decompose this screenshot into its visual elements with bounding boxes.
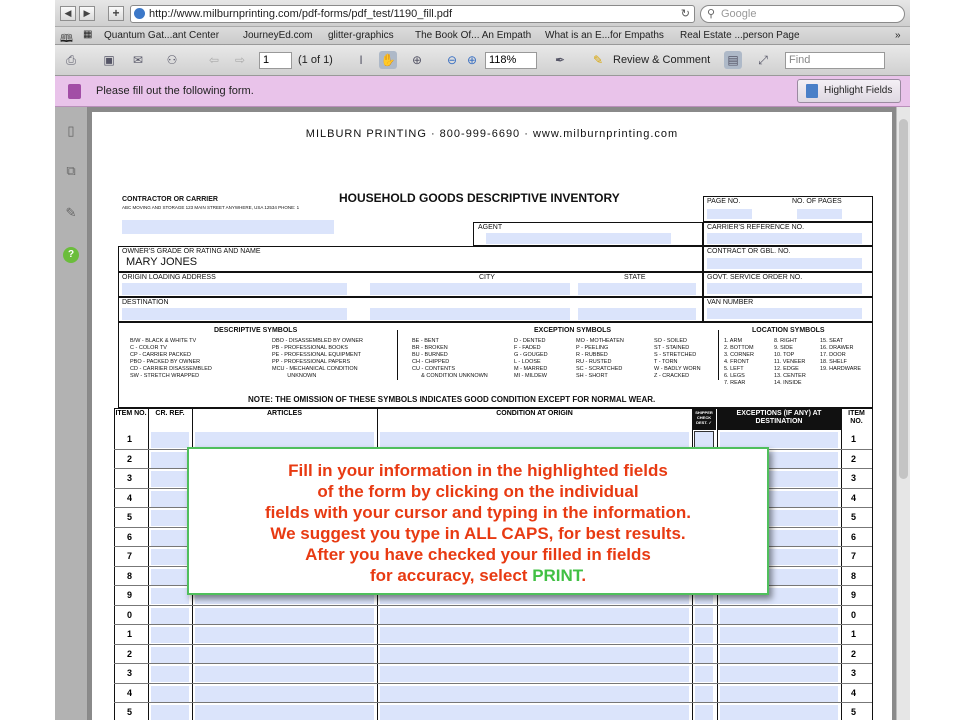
print-keyword: PRINT bbox=[532, 566, 582, 585]
zoom-level-select[interactable] bbox=[485, 52, 537, 69]
forward-arrow-icon[interactable]: ▶ bbox=[79, 6, 95, 21]
article-field[interactable] bbox=[195, 627, 374, 643]
contract-field[interactable] bbox=[707, 258, 862, 269]
descriptive-symbols-col1: B/W - BLACK & WHITE TV C - COLOR TV CP - CARRIER PACKED PBO - PACKED BY OWNER CD - CARRIER DISASSEMBLED SW - STRETCH WRAPPED bbox=[130, 338, 212, 379]
article-field[interactable] bbox=[195, 647, 374, 663]
origin-field[interactable] bbox=[122, 283, 347, 295]
owner-name-field[interactable]: MARY JONES bbox=[126, 256, 198, 268]
exception-symbols-title: EXCEPTION SYMBOLS bbox=[534, 327, 612, 334]
contractor-field[interactable] bbox=[122, 220, 334, 234]
row-item-number-right: 4 bbox=[851, 687, 857, 698]
form-icon bbox=[68, 84, 81, 99]
row-item-number: 1 bbox=[127, 629, 133, 639]
instruction-line-6-prefix: for accuracy, select bbox=[369, 566, 533, 585]
destination-field[interactable] bbox=[122, 308, 347, 320]
row-item-number: 7 bbox=[127, 551, 133, 561]
symbols-divider-2 bbox=[718, 330, 719, 380]
cr-ref-field[interactable] bbox=[151, 686, 189, 702]
cr-ref-field[interactable] bbox=[151, 705, 189, 720]
col-articles: ARTICLES bbox=[267, 410, 302, 417]
shipper-check-field[interactable] bbox=[695, 627, 713, 643]
cr-ref-field[interactable] bbox=[151, 530, 189, 546]
page-number-input[interactable]: 1 bbox=[259, 52, 292, 69]
van-number-label: VAN NUMBER bbox=[707, 299, 754, 306]
carrier-ref-field[interactable] bbox=[707, 233, 862, 244]
row-item-number: 5 bbox=[127, 512, 133, 522]
url-text: http://www.milburnprinting.com/pdf-forms/pdf_test/1190_fill.pdf bbox=[149, 8, 453, 20]
col-shipper-check: SHIPPER CHECK DEST. ✓ bbox=[692, 408, 716, 430]
browser-navbar bbox=[55, 0, 910, 27]
table-row bbox=[114, 703, 872, 720]
grid-icon[interactable]: ▦ bbox=[83, 29, 93, 40]
location-symbols-col3: 15. SEAT 16. DRAWER 17. DOOR 18. SHELF 19. HARDWARE bbox=[820, 338, 862, 372]
navigation-panel bbox=[55, 107, 88, 720]
bookmark-real-estate[interactable]: Real Estate ...person Page bbox=[680, 30, 800, 41]
condition-field[interactable] bbox=[380, 627, 689, 643]
exceptions-field[interactable] bbox=[720, 608, 838, 624]
exception-symbols-col1: BE - BENT BR - BROKEN BU - BURNED CH - CHIPPED CU - CONTENTS & CONDITION UNKNOWN bbox=[412, 338, 488, 379]
article-field[interactable] bbox=[195, 432, 374, 448]
reload-icon[interactable]: ↻ bbox=[680, 8, 690, 20]
no-of-pages-label: NO. OF PAGES bbox=[792, 198, 842, 205]
previous-page-icon[interactable]: ⇦ bbox=[208, 53, 220, 67]
symbols-divider-1 bbox=[397, 330, 398, 380]
highlight-fields-label: Highlight Fields bbox=[824, 85, 893, 96]
row-item-number: 6 bbox=[127, 531, 133, 542]
exceptions-field[interactable] bbox=[720, 647, 838, 663]
no-of-pages-field[interactable] bbox=[797, 209, 842, 219]
save-icon[interactable]: ▣ bbox=[103, 53, 115, 67]
instruction-line-5: After you have checked your filled in fields bbox=[305, 545, 651, 564]
article-field[interactable] bbox=[195, 608, 374, 624]
table-column-line bbox=[872, 408, 873, 720]
carrier-ref-label: CARRIER'S REFERENCE NO. bbox=[707, 224, 805, 231]
descriptive-symbols-col2: DBO - DISASSEMBLED BY OWNER PB - PROFESSIONAL BOOKS PE - PROFESSIONAL EQUIPMENT PP - PROFESSIONAL PAPERS MCU - MECHANICAL CONDITION UNKNOWN bbox=[272, 338, 363, 379]
cr-ref-field[interactable] bbox=[151, 432, 189, 448]
comment-icon[interactable]: ✎ bbox=[592, 53, 604, 67]
row-item-number: 9 bbox=[127, 590, 133, 600]
row-item-number-right: 6 bbox=[851, 531, 857, 542]
new-tab-plus-icon[interactable]: + bbox=[108, 6, 124, 21]
cr-ref-field[interactable] bbox=[151, 510, 189, 526]
row-item-number: 3 bbox=[127, 668, 133, 678]
book-icon[interactable]: 🕮 bbox=[60, 33, 73, 45]
full-screen-icon[interactable]: ⤢ bbox=[758, 53, 768, 67]
row-item-number-right: 8 bbox=[851, 570, 857, 581]
row-item-number: 4 bbox=[127, 492, 133, 503]
agent-label: AGENT bbox=[478, 224, 503, 231]
exceptions-field[interactable] bbox=[720, 705, 838, 720]
exceptions-field[interactable] bbox=[720, 686, 838, 702]
bookmark-what-empath[interactable]: What is an E...for Empaths bbox=[545, 30, 664, 41]
pdf-page bbox=[92, 112, 892, 720]
exceptions-field[interactable] bbox=[720, 432, 838, 448]
cr-ref-field[interactable] bbox=[151, 588, 189, 604]
condition-field[interactable] bbox=[380, 705, 689, 720]
row-item-number: 2 bbox=[127, 648, 133, 659]
condition-field[interactable] bbox=[380, 608, 689, 624]
row-item-number-right: 5 bbox=[851, 512, 857, 522]
cr-ref-field[interactable] bbox=[151, 569, 189, 585]
instructions-overlay bbox=[187, 447, 769, 595]
row-item-number: 3 bbox=[127, 473, 133, 483]
text-select-icon[interactable]: I bbox=[359, 53, 363, 67]
search-placeholder: Google bbox=[721, 8, 757, 20]
instruction-line-6-suffix: . bbox=[581, 566, 587, 585]
find-input[interactable]: Find bbox=[785, 52, 885, 69]
marquee-zoom-icon[interactable]: ⊕ bbox=[411, 53, 423, 67]
agent-field[interactable] bbox=[486, 233, 671, 244]
zoom-out-icon[interactable]: ⊖ bbox=[446, 53, 458, 67]
destination-state-field[interactable] bbox=[578, 308, 696, 320]
row-item-number: 8 bbox=[127, 570, 133, 581]
globe-icon bbox=[134, 8, 145, 19]
article-field[interactable] bbox=[195, 705, 374, 720]
row-item-number-right: 1 bbox=[851, 629, 857, 639]
state-field[interactable] bbox=[578, 283, 696, 295]
govt-order-field[interactable] bbox=[707, 283, 862, 294]
form-title: HOUSEHOLD GOODS DESCRIPTIVE INVENTORY bbox=[339, 191, 620, 205]
next-page-icon[interactable]: ⇨ bbox=[234, 53, 246, 67]
zoom-in-icon[interactable]: ⊕ bbox=[466, 53, 478, 67]
help-icon[interactable]: ? bbox=[63, 247, 79, 263]
row-item-number-right: 9 bbox=[851, 590, 857, 600]
destination-label: DESTINATION bbox=[122, 299, 169, 306]
sign-pen-icon[interactable]: ✒ bbox=[554, 53, 566, 67]
row-item-number: 0 bbox=[127, 609, 133, 620]
row-item-number-right: 0 bbox=[851, 609, 857, 620]
govt-order-label: GOVT. SERVICE ORDER NO. bbox=[707, 274, 803, 281]
state-label: STATE bbox=[624, 274, 646, 281]
condition-field[interactable] bbox=[380, 686, 689, 702]
review-comment-button[interactable]: Review & Comment bbox=[613, 54, 711, 66]
row-item-number-right: 2 bbox=[851, 648, 857, 659]
table-top-line bbox=[114, 408, 872, 409]
bookmark-book-empath[interactable]: The Book Of... An Empath bbox=[415, 30, 532, 41]
page-no-field[interactable] bbox=[707, 209, 752, 219]
location-symbols-col1: 1. ARM 2. BOTTOM 3. CORNER 4. FRONT 5. LEFT 6. LEGS 7. REAR bbox=[724, 338, 754, 386]
col-item-no-right: ITEM NO. bbox=[848, 410, 865, 425]
article-field[interactable] bbox=[195, 686, 374, 702]
page-no-label: PAGE NO. bbox=[707, 198, 741, 205]
row-item-number: 4 bbox=[127, 687, 133, 698]
cr-ref-field[interactable] bbox=[151, 666, 189, 682]
row-item-number-right: 2 bbox=[851, 453, 857, 464]
search-field[interactable] bbox=[700, 5, 905, 23]
pdf-toolbar bbox=[55, 45, 910, 76]
scrollbar-thumb[interactable] bbox=[899, 119, 908, 479]
cr-ref-field[interactable] bbox=[151, 647, 189, 663]
condition-field[interactable] bbox=[380, 432, 689, 448]
row-item-number-right: 5 bbox=[851, 707, 857, 717]
bookmark-glitter[interactable]: glitter-graphics bbox=[328, 30, 394, 41]
omission-note: NOTE: THE OMISSION OF THESE SYMBOLS INDICATES GOOD CONDITION EXCEPT FOR NORMAL WEAR. bbox=[248, 395, 656, 404]
row-item-number-right: 1 bbox=[851, 434, 857, 444]
instruction-line-4: We suggest you type in ALL CAPS, for best results. bbox=[270, 524, 686, 543]
highlight-icon bbox=[806, 84, 818, 98]
condition-field[interactable] bbox=[380, 647, 689, 663]
back-arrow-icon[interactable]: ◀ bbox=[60, 6, 76, 21]
exceptions-field[interactable] bbox=[720, 627, 838, 643]
table-row bbox=[114, 684, 872, 704]
bookmark-quantum[interactable]: Quantum Gat...ant Center bbox=[104, 30, 220, 41]
row-item-number-right: 3 bbox=[851, 668, 857, 678]
pages-icon[interactable]: ▯ bbox=[67, 123, 75, 138]
row-item-number-right: 3 bbox=[851, 473, 857, 483]
owner-label: OWNER'S GRADE OR RATING AND NAME bbox=[122, 248, 261, 255]
hand-tool-icon[interactable]: ✋ bbox=[380, 53, 396, 67]
destination-city-field[interactable] bbox=[370, 308, 570, 320]
company-header: MILBURN PRINTING · 800-999-6690 · www.milburnprinting.com bbox=[305, 128, 679, 140]
contractor-label: CONTRACTOR OR CARRIER bbox=[122, 196, 218, 203]
row-item-number: 5 bbox=[127, 707, 133, 717]
bookmark-journeyed[interactable]: JourneyEd.com bbox=[243, 30, 313, 41]
fit-page-icon[interactable]: ▤ bbox=[724, 51, 742, 69]
bookmarks-bar bbox=[55, 27, 910, 45]
exception-symbols-col2: D - DENTED F - FADED G - GOUGED L - LOOSE M - MARRED MI - MILDEW bbox=[514, 338, 548, 379]
col-item-no: ITEM NO. bbox=[115, 410, 147, 417]
cr-ref-field[interactable] bbox=[151, 549, 189, 565]
col-condition-origin: CONDITION AT ORIGIN bbox=[496, 410, 573, 417]
exception-symbols-col4: SO - SOILED ST - STAINED S - STRETCHED T - TORN W - BADLY WORN Z - CRACKED bbox=[654, 338, 701, 379]
search-icon: ⚲ bbox=[707, 8, 716, 20]
attachments-icon[interactable]: ⧉ bbox=[66, 163, 76, 178]
table-row bbox=[114, 606, 872, 626]
form-banner-message: Please fill out the following form. bbox=[96, 85, 254, 97]
shipper-check-field[interactable] bbox=[695, 686, 713, 702]
page-count: (1 of 1) bbox=[298, 54, 333, 66]
cr-ref-field[interactable] bbox=[151, 471, 189, 487]
instruction-line-1: Fill in your information in the highlighted fields bbox=[288, 461, 668, 480]
cr-ref-field[interactable] bbox=[151, 608, 189, 624]
collaborate-icon[interactable]: ⚇ bbox=[166, 53, 178, 67]
highlight-fields-button[interactable] bbox=[797, 79, 901, 103]
van-number-field[interactable] bbox=[707, 308, 862, 319]
vertical-scrollbar[interactable] bbox=[896, 107, 910, 720]
origin-label: ORIGIN LOADING ADDRESS bbox=[122, 274, 216, 281]
shipper-check-field[interactable] bbox=[695, 608, 713, 624]
shipper-check-field[interactable] bbox=[695, 666, 713, 682]
contractor-address: ABC MOVING AND STORAGE 123 MAIN STREET ANYWHERE, USA 12534 PHONE: 1 bbox=[122, 205, 300, 210]
more-bookmarks-icon[interactable]: » bbox=[895, 30, 901, 41]
form-banner bbox=[55, 76, 910, 107]
condition-field[interactable] bbox=[380, 666, 689, 682]
col-cr-ref: CR. REF. bbox=[155, 410, 185, 417]
cr-ref-field[interactable] bbox=[151, 491, 189, 507]
table-row bbox=[114, 625, 872, 645]
browser-window bbox=[55, 0, 910, 720]
article-field[interactable] bbox=[195, 666, 374, 682]
exception-symbols-col3: MO - MOTHEATEN P - PEELING R - RUBBED RU - RUSTED SC - SCRATCHED SH - SHORT bbox=[576, 338, 624, 379]
contract-label: CONTRACT OR GBL. NO. bbox=[707, 248, 791, 255]
instruction-line-3: fields with your cursor and typing in the information. bbox=[265, 503, 691, 522]
col-exceptions-destination: EXCEPTIONS (IF ANY) AT DESTINATION bbox=[717, 408, 841, 430]
signatures-icon[interactable]: ✎ bbox=[65, 205, 77, 220]
row-item-number-right: 4 bbox=[851, 492, 857, 503]
shipper-check-field[interactable] bbox=[695, 647, 713, 663]
row-item-number: 1 bbox=[127, 434, 133, 444]
instruction-line-6 bbox=[189, 565, 767, 586]
shipper-check-field[interactable] bbox=[695, 432, 713, 448]
cr-ref-field[interactable] bbox=[151, 452, 189, 468]
table-row bbox=[114, 645, 872, 665]
exceptions-field[interactable] bbox=[720, 666, 838, 682]
table-row bbox=[114, 664, 872, 684]
zoom-value: 118% bbox=[489, 54, 517, 66]
shipper-check-field[interactable] bbox=[695, 705, 713, 720]
cr-ref-field[interactable] bbox=[151, 627, 189, 643]
city-field[interactable] bbox=[370, 283, 570, 295]
instruction-line-2: of the form by clicking on the individual bbox=[317, 482, 639, 501]
descriptive-symbols-title: DESCRIPTIVE SYMBOLS bbox=[214, 327, 298, 334]
location-symbols-title: LOCATION SYMBOLS bbox=[752, 327, 825, 334]
city-label: CITY bbox=[479, 274, 495, 281]
email-icon[interactable]: ✉ bbox=[132, 53, 144, 67]
address-bar[interactable] bbox=[130, 5, 695, 23]
row-item-number-right: 7 bbox=[851, 551, 857, 561]
row-item-number: 2 bbox=[127, 453, 133, 464]
printer-icon[interactable]: ⎙ bbox=[66, 53, 76, 67]
location-symbols-col2: 8. RIGHT 9. SIDE 10. TOP 11. VENEER 12. EDGE 13. CENTER 14. INSIDE bbox=[774, 338, 806, 386]
